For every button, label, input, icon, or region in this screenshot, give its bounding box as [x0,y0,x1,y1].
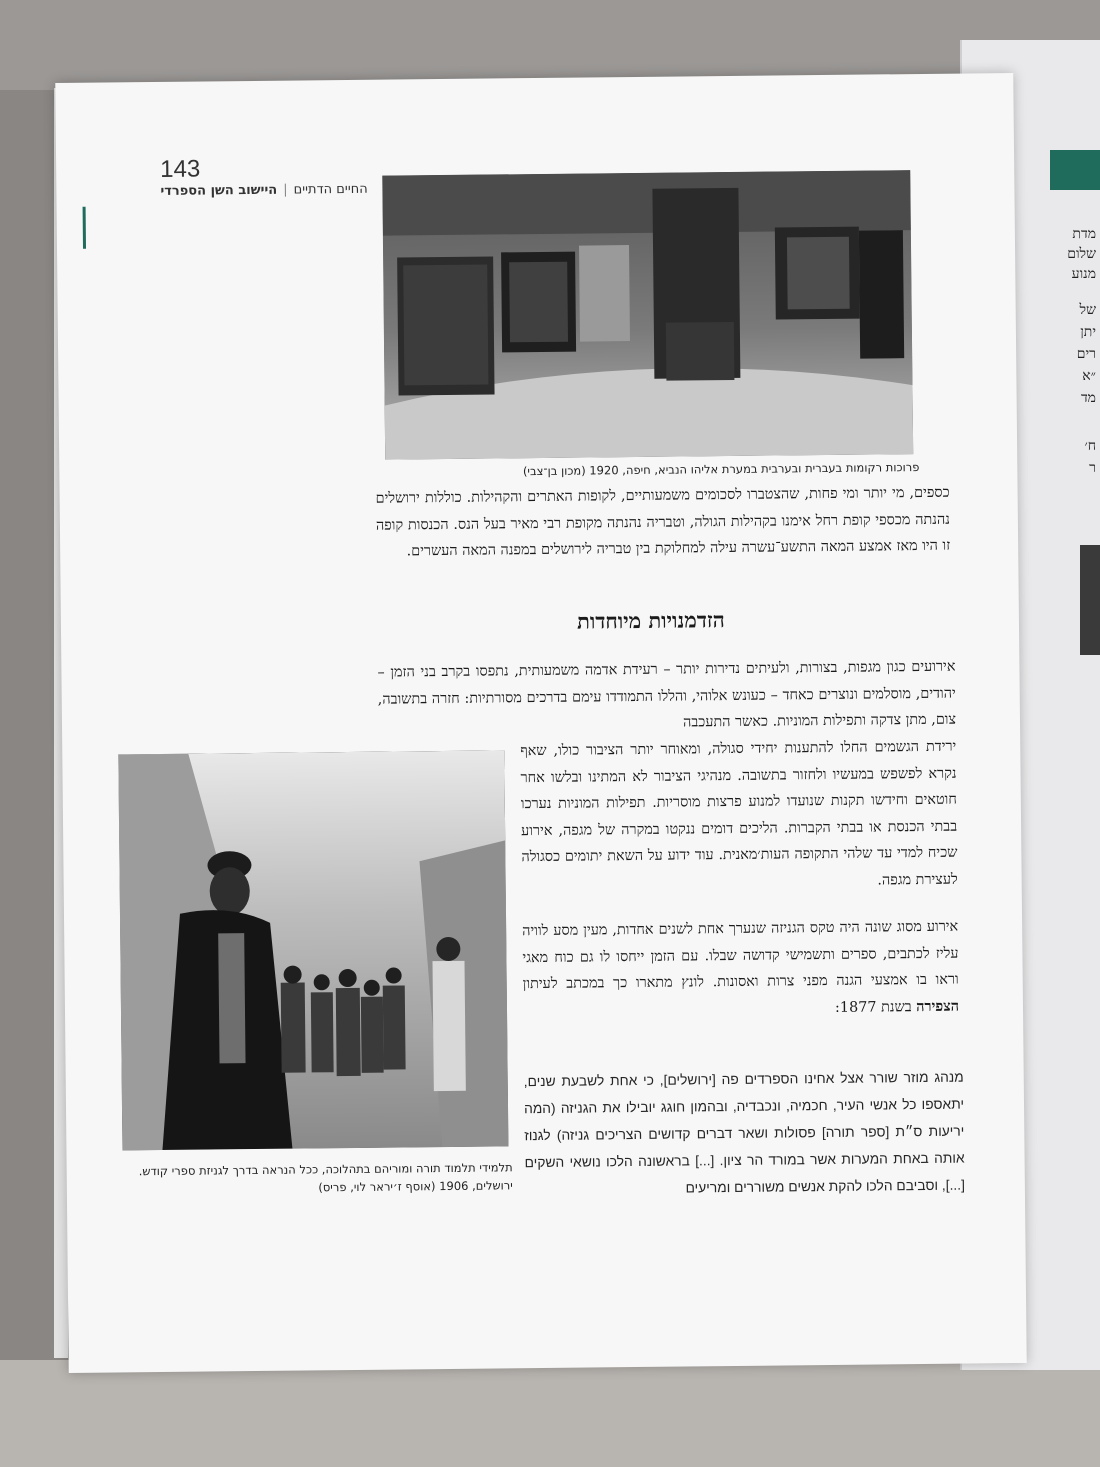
facing-page-photo [1080,545,1100,655]
facing-page-text: מנוע [1071,266,1096,282]
facing-page-text: ״א [1082,368,1096,384]
photo-cave-curtains-image [382,170,913,460]
facing-page-text: רים [1076,346,1096,362]
photo-procession-image [118,750,508,1150]
photo-cave-curtains [382,170,913,460]
divider: | [283,182,288,198]
section-heading: הזדמנויות מיוחדות [576,607,725,634]
block-quote: מנהג מוזר שורר אצל אחינו הספרדים פה [ירושלים], כי אחת לשבעת שנים, יתאספו כל אנשי העיר, חכמיה, ונכבדיה, ובהמון חוגג יובילו את הגניזה (המה יריעות ס״ת [ספר תורה] פסולות ושאר דברים קדושים הצריכים גניזה) לגנוז אותה באחת המערות אשר במורד הר ציון. [...] בראשונה הלכו נושאי השקים [...], וסביבם הלכו להקת אנשים משוררים ומריעים [523,1069,965,1196]
facing-page-text: של [1079,302,1096,318]
facing-page-text: ח׳ [1084,438,1096,454]
body-text: אירוע מסוג שונה היה טקס הגניזה שנערך אחת לשנים אחדות, מעין מסע לוויה עליז לכתבים, ספרים ותשמישי קדושה שבלו. עם הזמן ייחסו לו גם כוח מאגי וראו בו אמצעי הגנה מפני צרות ואסונות. לונץ מתארו כך במכתב לעיתון [522,918,959,993]
book-page [55,73,1026,1373]
body-text: בשנת 1877: [834,998,912,1016]
photo-procession [118,750,508,1150]
body-paragraph: אירועים כגון מגפות, בצורות, ולעיתים נדירות יותר – רעידת אדמה משמעותית, נתפסו בקרב בני הזמן – יהודים, מוסלמים ונוצרים כאחד – כעונש אלוהי, והללו התמודדו עימם בדרכים מסורתיות: חזרה בתשובה, צום, מתן צדקה ותפילות המוניות. כאשר התעכבה [377,658,957,731]
body-paragraph [522,914,959,1025]
photo-cave-curtains-caption: פרוכות רקומות בעברית ובערבית במערת אליהו הנביא, חיפה, 1920 (מכון בן־צבי) [522,460,920,479]
facing-page-text: מד [1080,390,1096,406]
facing-page-text: שלום [1067,246,1096,262]
chapter-title: היישוב השן הספרדי [160,182,278,199]
page-number: 143 [160,155,201,183]
facing-page-text: יתן [1080,324,1096,340]
body-paragraph: ירידת הגשמים החלו להתענות יחידי סגולה, ומאוחר יותר הציבור כולו, שאף נקרא לפשפש במעשיו ולחזור בתשובה. מנהיגי הציבור לא המתינו ובלשו אחר חוטאים וחידשו תקנות שנועדו למנוע פרצות מוסריות. תפילות המוניות נערכו בבתי הכנסת או בבתי הקברות. הליכים דומים ננקטו במקרה של מגפה, אירוע שכיח למדי עד שלהי התקופה העות׳מאנית. עוד ידוע על השאת יתומים כסגולה לעצירת מגפה. [520,738,958,888]
facing-page-text: ר [1089,460,1096,476]
facing-page-text: מדת [1072,226,1096,242]
section-title: החיים הדתיים [293,181,368,198]
facing-page-accent [1050,150,1100,190]
photo-procession-caption: תלמידי תלמוד תורה ומוריהם בתהלוכה, ככל הנראה בדרך לגניזת ספרי קודש. ירושלים, 1906 (אוסף ז׳יראר לוי, פריס) [138,1160,513,1195]
table-surface [0,1360,1100,1467]
intro-paragraph: כספים, מי יותר ומי פחות, שהצטברו לסכומים משמעותיים, לקופות האתרים והקהילות. כוללות ירושלים נהנתה מכספי קופת רחל אימנו בקהילות הגולה, וטבריה נהנתה מקופת רבי מאיר בעל הנס. הכנסות קופה זו היו מאז אמצע המאה התשע־עשרה עילה למחלוקת בין טבריה לירושלים במפנה המאה העשרים. [375,484,951,560]
newspaper-name: הצפירה [916,997,960,1015]
running-head [160,182,367,199]
margin-accent [83,207,86,249]
